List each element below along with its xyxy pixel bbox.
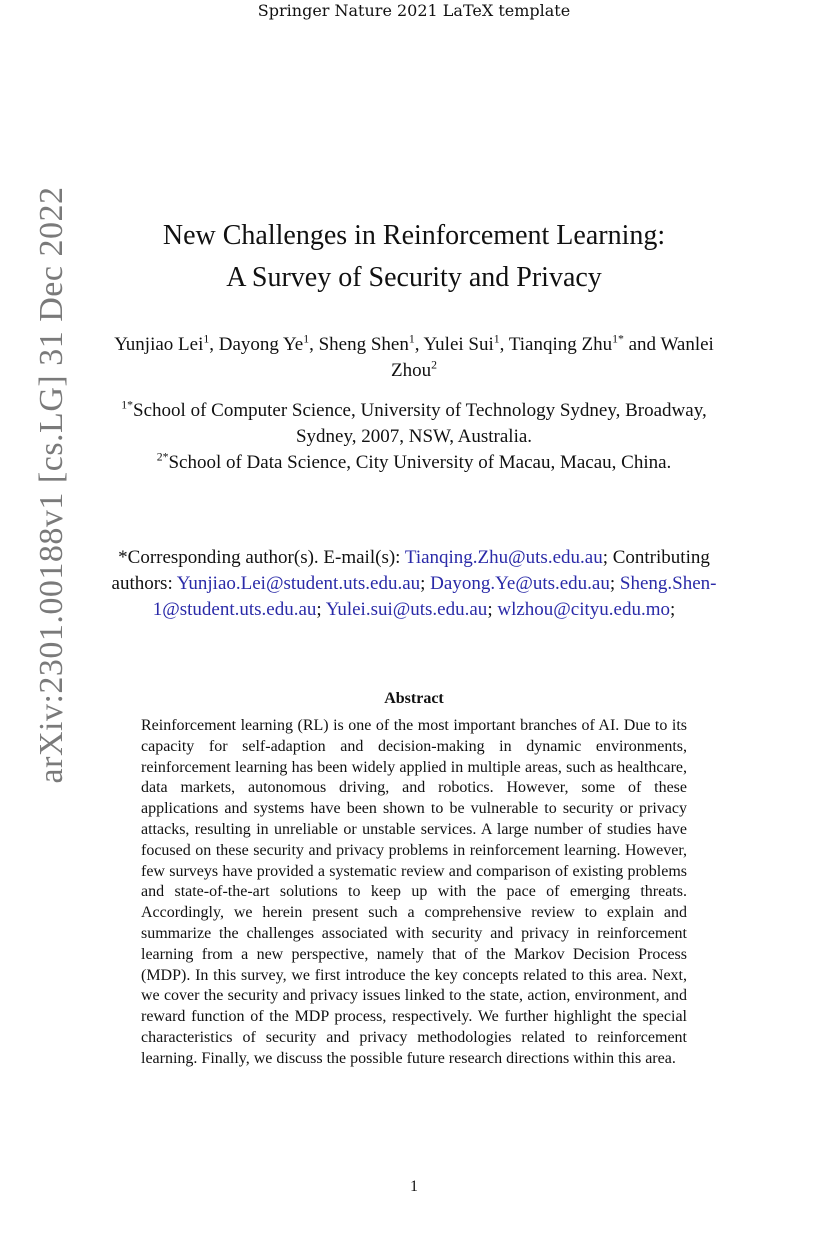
author: Yunjiao Lei$^1$,	[114, 332, 219, 355]
author: Sheng Shen$^1$,	[318, 332, 424, 355]
abstract-heading: Abstract	[384, 690, 444, 707]
affiliation: $^{2*}$School of Data Science, City University of Macau, Macau, China.	[156, 450, 672, 473]
email-link[interactable]: Yulei.sui@uts.edu.au	[325, 599, 488, 620]
title-line-2: A Survey of Security and Privacy	[226, 262, 602, 293]
email-link[interactable]: Sheng.Shen-1@student.uts.edu.au	[152, 573, 717, 620]
email-link[interactable]: wlzhou@cityu.edu.mo	[497, 599, 670, 620]
author-list	[100, 332, 728, 384]
affiliation: $^{1*}$School of Computer Science, University of Technology Sydney, Broadway, Sydney, 2007, NSW, Australia.	[121, 398, 707, 447]
running-header: Springer Nature 2021 LaTeX template	[257, 1, 571, 20]
email-link[interactable]: Yunjiao.Lei@student.uts.edu.au	[176, 573, 421, 594]
corresponding-label: *Corresponding author(s). E-mail(s):	[118, 547, 401, 568]
author: Dayong Ye$^1$,	[218, 332, 319, 355]
corresponding-email-link[interactable]: Tianqing.Zhu@uts.edu.au	[404, 547, 603, 568]
affiliations	[100, 398, 728, 476]
author: Yulei Sui$^1$,	[423, 332, 509, 355]
abstract-text: Reinforcement learning (RL) is one of the most important branches of AI. Due to its capacity for self-adaption and decision-making in dynamic environments, reinforcement learning has been widely applied in multiple areas, such as healthcare, data markets, autonomous driving, and robotics. However, some of these applications and systems have been shown to be vulnerable to security or privacy attacks, resulting in unreliable or unstable services. A large number of studies have focused on these security and privacy problems in reinforcement learning. However, few surveys have provided a systematic review and comparison of existing problems and state-of-the-art solutions to keep up with the pace of emerging threats. Accordingly, we herein present such a comprehensive review to explain and summarize the challenges associated with security and privacy in reinforcement learning from a new perspective, namely that of the Markov Decision Process (MDP). In this survey, we first introduce the key concepts related to this area. Next, we cover the security and privacy issues linked to the state, action, environment, and reward function of the MDP process, respectively. We further highlight the special characteristics of security and privacy methodologies related to reinforcement learning. Finally, we discuss the possible future research directions within this area.	[141, 717, 687, 1067]
arxiv-stamp: arXiv:2301.00188v1 [cs.LG] 31 Dec 2022	[33, 186, 70, 784]
paper-title	[100, 215, 728, 299]
correspondence: *Corresponding author(s). E-mail(s): Tianqing.Zhu@uts.edu.au; Contributing authors: Yunjiao.Lei@student.uts.edu.au; Dayong.Ye@uts.edu.au; Sheng.Shen-1@student.uts.edu.au; Yulei.sui@uts.edu.au; wlzhou@cityu.edu.mo;	[111, 547, 717, 620]
title-line-1: New Challenges in Reinforcement Learning:	[162, 220, 666, 251]
email-link[interactable]: Dayong.Ye@uts.edu.au	[430, 573, 610, 594]
author: Tianqing Zhu$^{1*}$ and	[508, 332, 661, 355]
page-number: 1	[410, 1178, 418, 1195]
author: Wanlei Zhou$^2$	[391, 334, 714, 381]
contributing-label: Contributing authors:	[111, 547, 710, 594]
